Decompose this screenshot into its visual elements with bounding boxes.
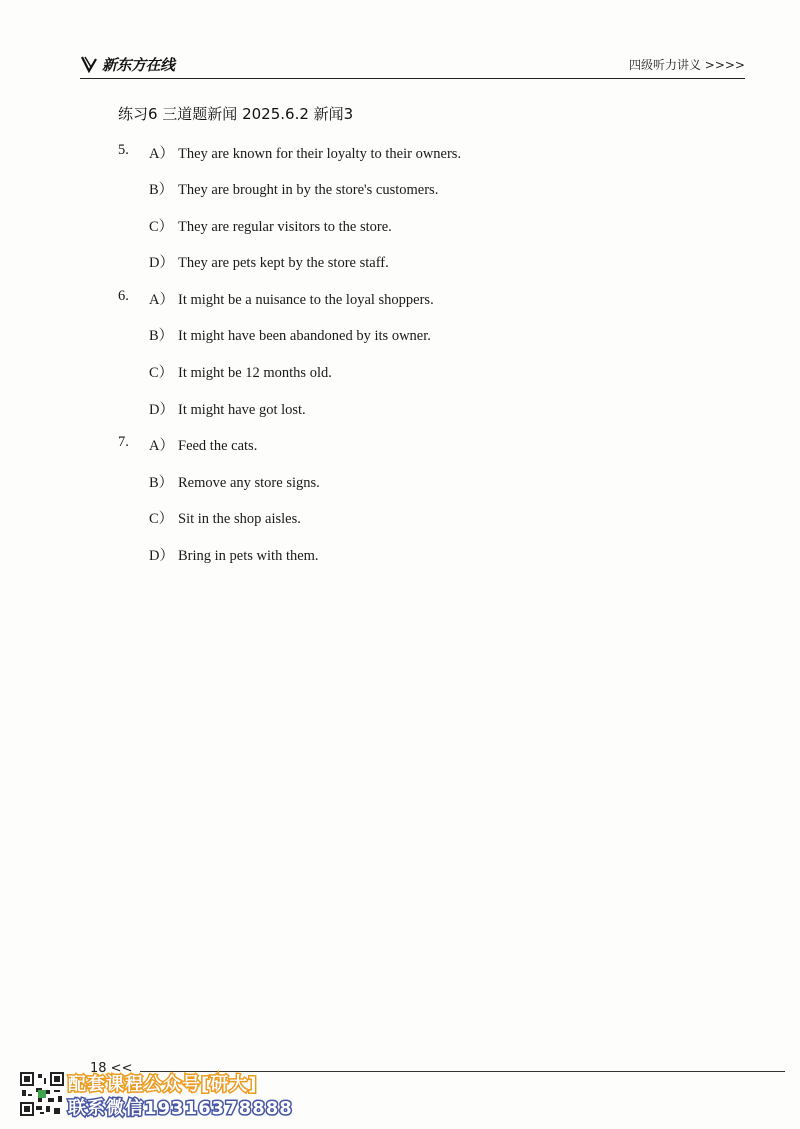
option-letter: D） (149, 548, 174, 564)
option (149, 251, 389, 272)
watermark-line-2: 联系微信19316378888 (68, 1098, 293, 1119)
option-letter: B） (149, 182, 174, 198)
option (149, 434, 257, 455)
question-number: 6. (118, 288, 129, 304)
option-text: They are regular visitors to the store. (178, 219, 392, 235)
option-letter: A） (149, 146, 174, 162)
option-letter: C） (149, 219, 174, 235)
section-title: 练习6 三道题新闻 2025.6.2 新闻3 (118, 105, 354, 123)
option (149, 544, 319, 565)
logo-text: 新东方在线 (102, 55, 175, 74)
brand-logo (80, 52, 175, 76)
header-course-label: 四级听力讲义 >>>> (628, 58, 745, 72)
option-letter: C） (149, 511, 174, 527)
option-letter: D） (149, 402, 174, 418)
option-text: It might be a nuisance to the loyal shoppers. (178, 292, 434, 308)
option (149, 324, 431, 345)
option-letter: D） (149, 255, 174, 271)
option-text: They are pets kept by the store staff. (178, 255, 389, 271)
watermark-line-1: 配套课程公众号[研大] (68, 1074, 258, 1095)
option-text: It might be 12 months old. (178, 365, 332, 381)
option-text: It might have been abandoned by its owner. (178, 328, 431, 344)
option (149, 398, 306, 419)
option (149, 288, 434, 309)
option (149, 215, 392, 236)
option-text: Sit in the shop aisles. (178, 511, 301, 527)
logo-mark-icon (80, 55, 98, 73)
option-letter: C） (149, 365, 174, 381)
question-number: 7. (118, 434, 129, 450)
option (149, 361, 332, 382)
option-text: Feed the cats. (178, 438, 258, 454)
option (149, 507, 301, 528)
option (149, 471, 320, 492)
option (149, 142, 461, 163)
option-text: Remove any store signs. (178, 475, 320, 491)
question-number: 5. (118, 142, 129, 158)
option-letter: B） (149, 475, 174, 491)
option-text: Bring in pets with them. (178, 548, 319, 564)
option-text: They are brought in by the store's customers. (178, 182, 439, 198)
option-letter: A） (149, 438, 174, 454)
option-text: It might have got lost. (178, 402, 306, 418)
qr-code-icon (20, 1072, 64, 1116)
page-header (80, 52, 745, 79)
page-number: 18 << (90, 1061, 133, 1076)
option-letter: B） (149, 328, 174, 344)
option-text: They are known for their loyalty to their owners. (178, 146, 462, 162)
option (149, 178, 438, 199)
option-letter: A） (149, 292, 174, 308)
